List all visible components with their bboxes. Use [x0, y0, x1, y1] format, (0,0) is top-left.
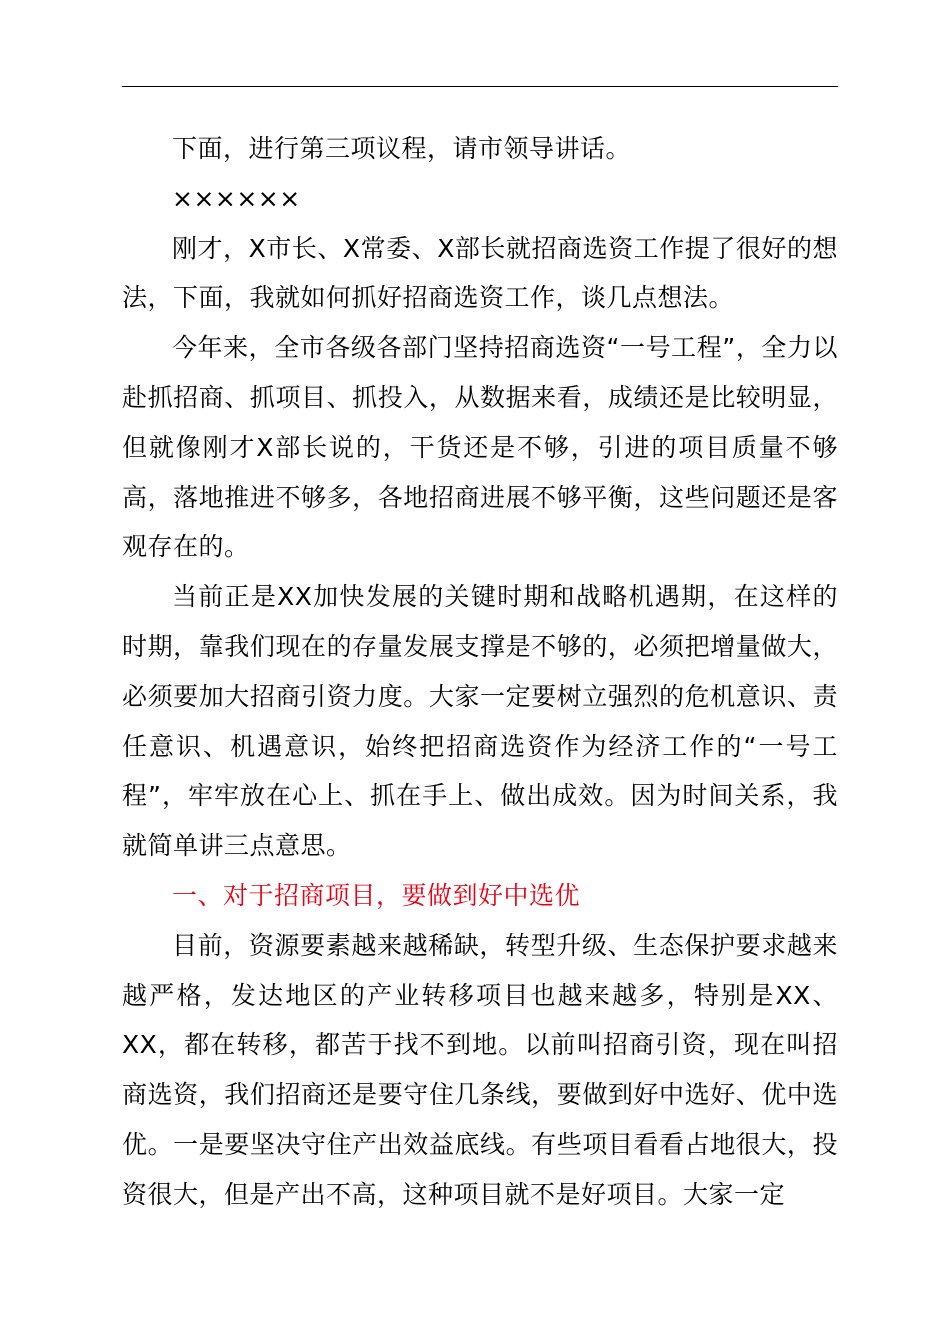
- paragraph-section-1-body: 目前，资源要素越来越稀缺，转型升级、生态保护要求越来越严格，发达地区的产业转移项目也越来越多，特别是XX、XX，都在转移，都苦于找不到地。以前叫招商引资，现在叫招商选资，我们招商还是要守住几条线，要做到好中选好、优中选优。一是要坚决守住产出效益底线。有些项目看看占地很大，投资很大，但是产出不高，这种项目就不是好项目。大家一定: [122, 930, 838, 1209]
- paragraph-opening: 刚才，X市长、X常委、X部长就招商选资工作提了很好的想法，下面，我就如何抓好招商选资工作，谈几点想法。: [122, 233, 838, 313]
- paragraph-agenda: 下面，进行第三项议程，请市领导讲话。: [172, 134, 632, 163]
- section-heading-1: 一、对于招商项目，要做到好中选优: [172, 880, 581, 910]
- header-rule: [122, 86, 838, 87]
- paragraph-current-period: 当前正是XX加快发展的关键时期和战略机遇期，在这样的时期，靠我们现在的存量发展支撑是不够的，必须把增量做大，必须要加大招商引资力度。大家一定要树立强烈的危机意识、责任意识、机遇意识，始终把招商选资作为经济工作的“一号工程”，牢牢放在心上、抓在手上、做出成效。因为时间关系，我就简单讲三点意思。: [122, 582, 838, 861]
- paragraph-achievements: 今年来，全市各级各部门坚持招商选资“一号工程”，全力以赴抓招商、抓项目、抓投入，从数据来看，成绩还是比较明显，但就像刚才X部长说的，干货还是不够，引进的项目质量不够高，落地推进不够多，各地招商进展不够平衡，这些问题还是客观存在的。: [122, 333, 838, 562]
- document-body: [122, 124, 838, 1220]
- paragraph-speaker-placeholder: ××××××: [172, 183, 301, 213]
